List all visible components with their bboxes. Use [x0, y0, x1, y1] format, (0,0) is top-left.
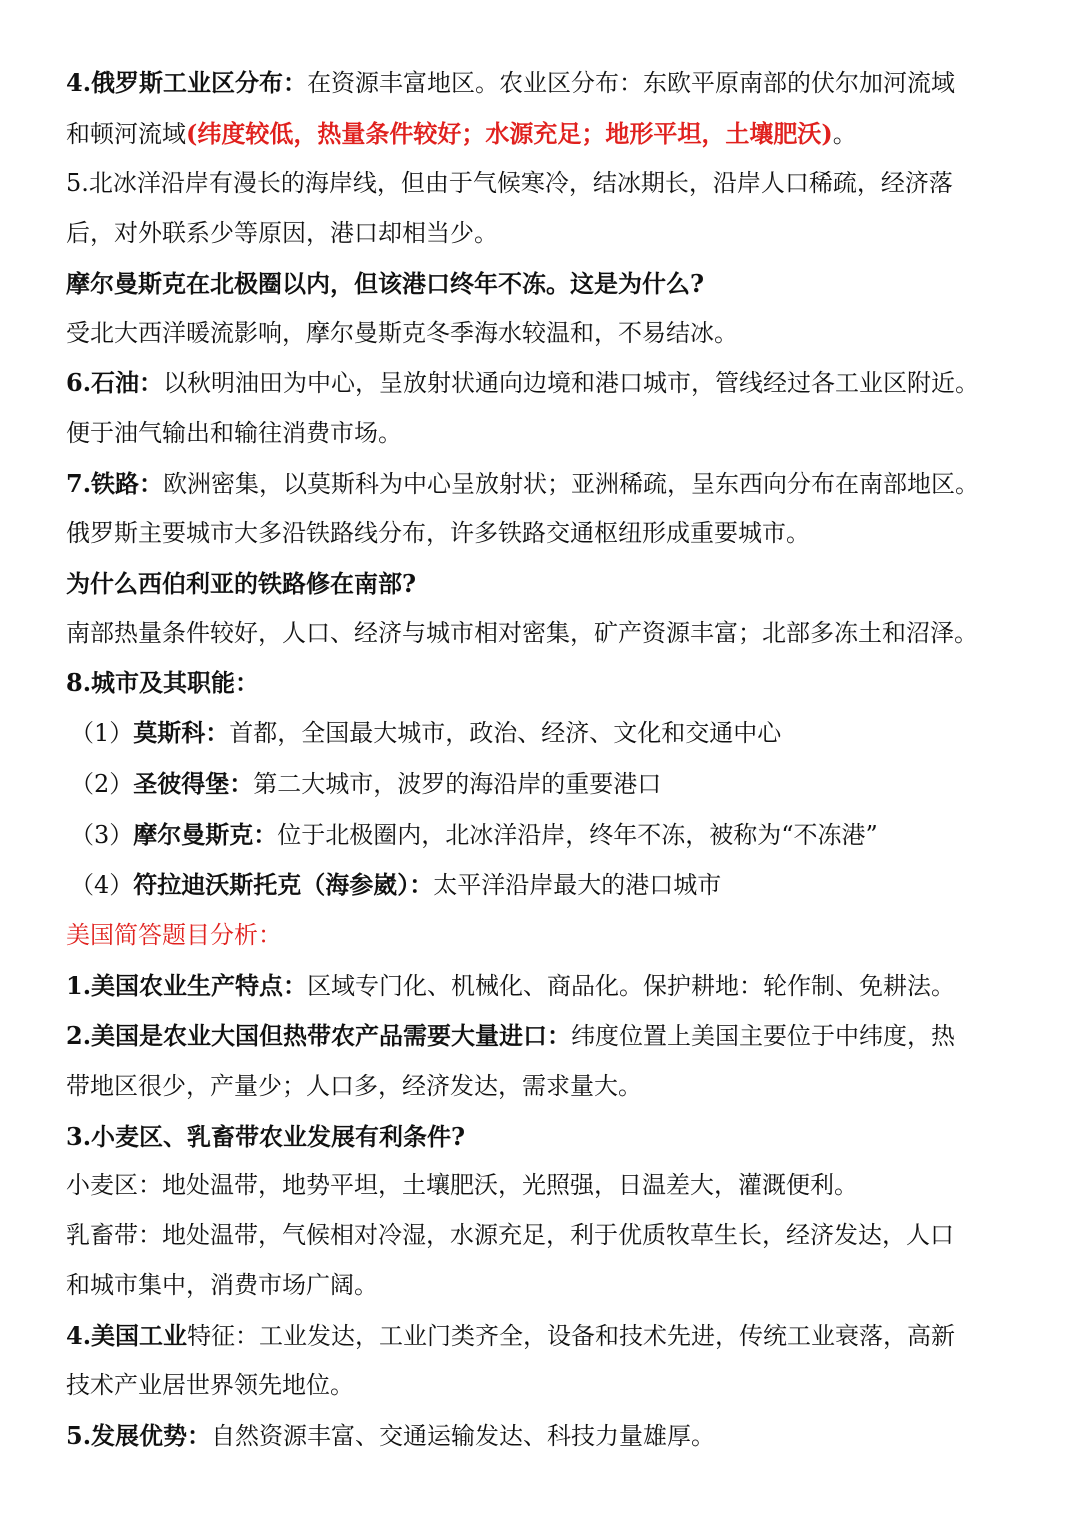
usa-p5-text: 自然资源丰富、交通运输发达、科技力量雄厚。 — [211, 1421, 716, 1450]
russia-p8-label: 8.城市及其职能： — [66, 668, 260, 698]
russia-p4-line2 — [66, 109, 1044, 160]
city-number: （3） — [70, 820, 134, 849]
murmansk-question: 摩尔曼斯克在北极圈以内，但该港口终年不冻。这是为什么? — [66, 268, 705, 298]
city-description: 位于北极圈内，北冰洋沿岸，终年不冻，被称为“不冻港” — [277, 820, 878, 849]
usa-p5 — [66, 1411, 1044, 1462]
usa-p3-question: 3.小麦区、乳畜带农业发展有利条件? — [66, 1121, 466, 1151]
russia-p7-label: 7.铁路： — [66, 468, 164, 498]
russia-p4-red-note: (纬度较低，热量条件较好；水源充足；地形平坦，土壤肥沃) — [186, 118, 833, 148]
city-name: 摩尔曼斯克： — [133, 819, 278, 849]
usa-p4-label: 4.美国工业 — [66, 1320, 188, 1350]
russia-p7-line1 — [66, 459, 1044, 510]
usa-p5-label: 5.发展优势： — [66, 1420, 212, 1450]
usa-p2-label: 2.美国是农业大国但热带农产品需要大量进口： — [66, 1021, 572, 1051]
russia-p5-line2: 后，对外联系少等原因，港口却相当少。 — [66, 219, 498, 248]
russia-p6-label: 6.石油： — [66, 368, 164, 398]
city-item-moscow — [66, 708, 1044, 759]
usa-p1-label: 1.美国农业生产特点： — [66, 970, 308, 1000]
usa-p3-dairy-line2: 和城市集中，消费市场广阔。 — [66, 1270, 378, 1299]
city-item-vladivostok — [66, 860, 1044, 911]
usa-p4-line2: 技术产业居世界领先地位。 — [66, 1371, 354, 1400]
russia-p4-text2: 和顿河流域 — [66, 119, 186, 148]
usa-p4-text1: 特征：工业发达，工业门类齐全，设备和技术先进，传统工业衰落，高新 — [187, 1321, 956, 1350]
russia-p4-line1 — [66, 58, 1044, 109]
city-name: 圣彼得堡： — [133, 768, 254, 798]
russia-p6-line2: 便于油气输出和输往消费市场。 — [66, 418, 402, 447]
russia-p5-line1: 5.北冰洋沿岸有漫长的海岸线，但由于气候寒冷，结冰期长，沿岸人口稀疏，经济落 — [66, 169, 953, 198]
russia-p6-text1: 以秋明油田为中心，呈放射状通向边境和港口城市，管线经过各工业区附近。 — [163, 369, 980, 398]
usa-p2-text1: 纬度位置上美国主要位于中纬度，热 — [571, 1022, 956, 1051]
russia-p7-text1: 欧洲密集，以莫斯科为中心呈放射状；亚洲稀疏，呈东西向分布在南部地区。 — [163, 469, 980, 498]
usa-p2-line1 — [66, 1011, 1044, 1062]
murmansk-answer: 受北大西洋暖流影响，摩尔曼斯克冬季海水较温和，不易结冰。 — [66, 318, 738, 347]
siberia-question: 为什么西伯利亚的铁路修在南部? — [66, 569, 417, 599]
city-description: 首都，全国最大城市，政治、经济、文化和交通中心 — [229, 719, 782, 748]
city-name: 符拉迪沃斯托克（海参崴）： — [133, 870, 434, 900]
russia-p6-line1 — [66, 358, 1044, 409]
russia-p4-end: 。 — [832, 119, 857, 148]
usa-p1-text: 区域专门化、机械化、商品化。保护耕地：轮作制、免耕法。 — [307, 971, 956, 1000]
city-description: 太平洋沿岸最大的港口城市 — [433, 871, 722, 900]
city-number: （2） — [70, 769, 134, 798]
russia-p4-label: 4.俄罗斯工业区分布： — [66, 68, 308, 97]
usa-p3-dairy-line1: 乳畜带：地处温带，气候相对冷湿，水源充足，利于优质牧草生长，经济发达，人口 — [66, 1221, 954, 1250]
city-item-st-petersburg — [66, 759, 1044, 810]
city-number: （1） — [70, 719, 134, 748]
usa-p1 — [66, 961, 1044, 1012]
russia-p7-line2: 俄罗斯主要城市大多沿铁路线分布，许多铁路交通枢纽形成重要城市。 — [66, 519, 810, 548]
city-number: （4） — [70, 871, 134, 900]
usa-p3-wheat: 小麦区：地处温带，地势平坦，土壤肥沃，光照强，日温差大，灌溉便利。 — [66, 1171, 858, 1200]
siberia-answer: 南部热量条件较好，人口、经济与城市相对密集，矿产资源丰富；北部多冻土和沼泽。 — [66, 618, 978, 647]
usa-p2-line2: 带地区很少，产量少；人口多，经济发达，需求量大。 — [66, 1072, 642, 1101]
city-item-murmansk — [66, 810, 1044, 861]
usa-section-heading: 美国简答题目分析： — [66, 920, 282, 949]
city-name: 莫斯科： — [133, 718, 230, 748]
usa-p4-line1 — [66, 1311, 1044, 1362]
russia-p4-text1: 在资源丰富地区。农业区分布：东欧平原南部的伏尔加河流域 — [307, 69, 956, 97]
city-description: 第二大城市，波罗的海沿岸的重要港口 — [253, 769, 662, 798]
